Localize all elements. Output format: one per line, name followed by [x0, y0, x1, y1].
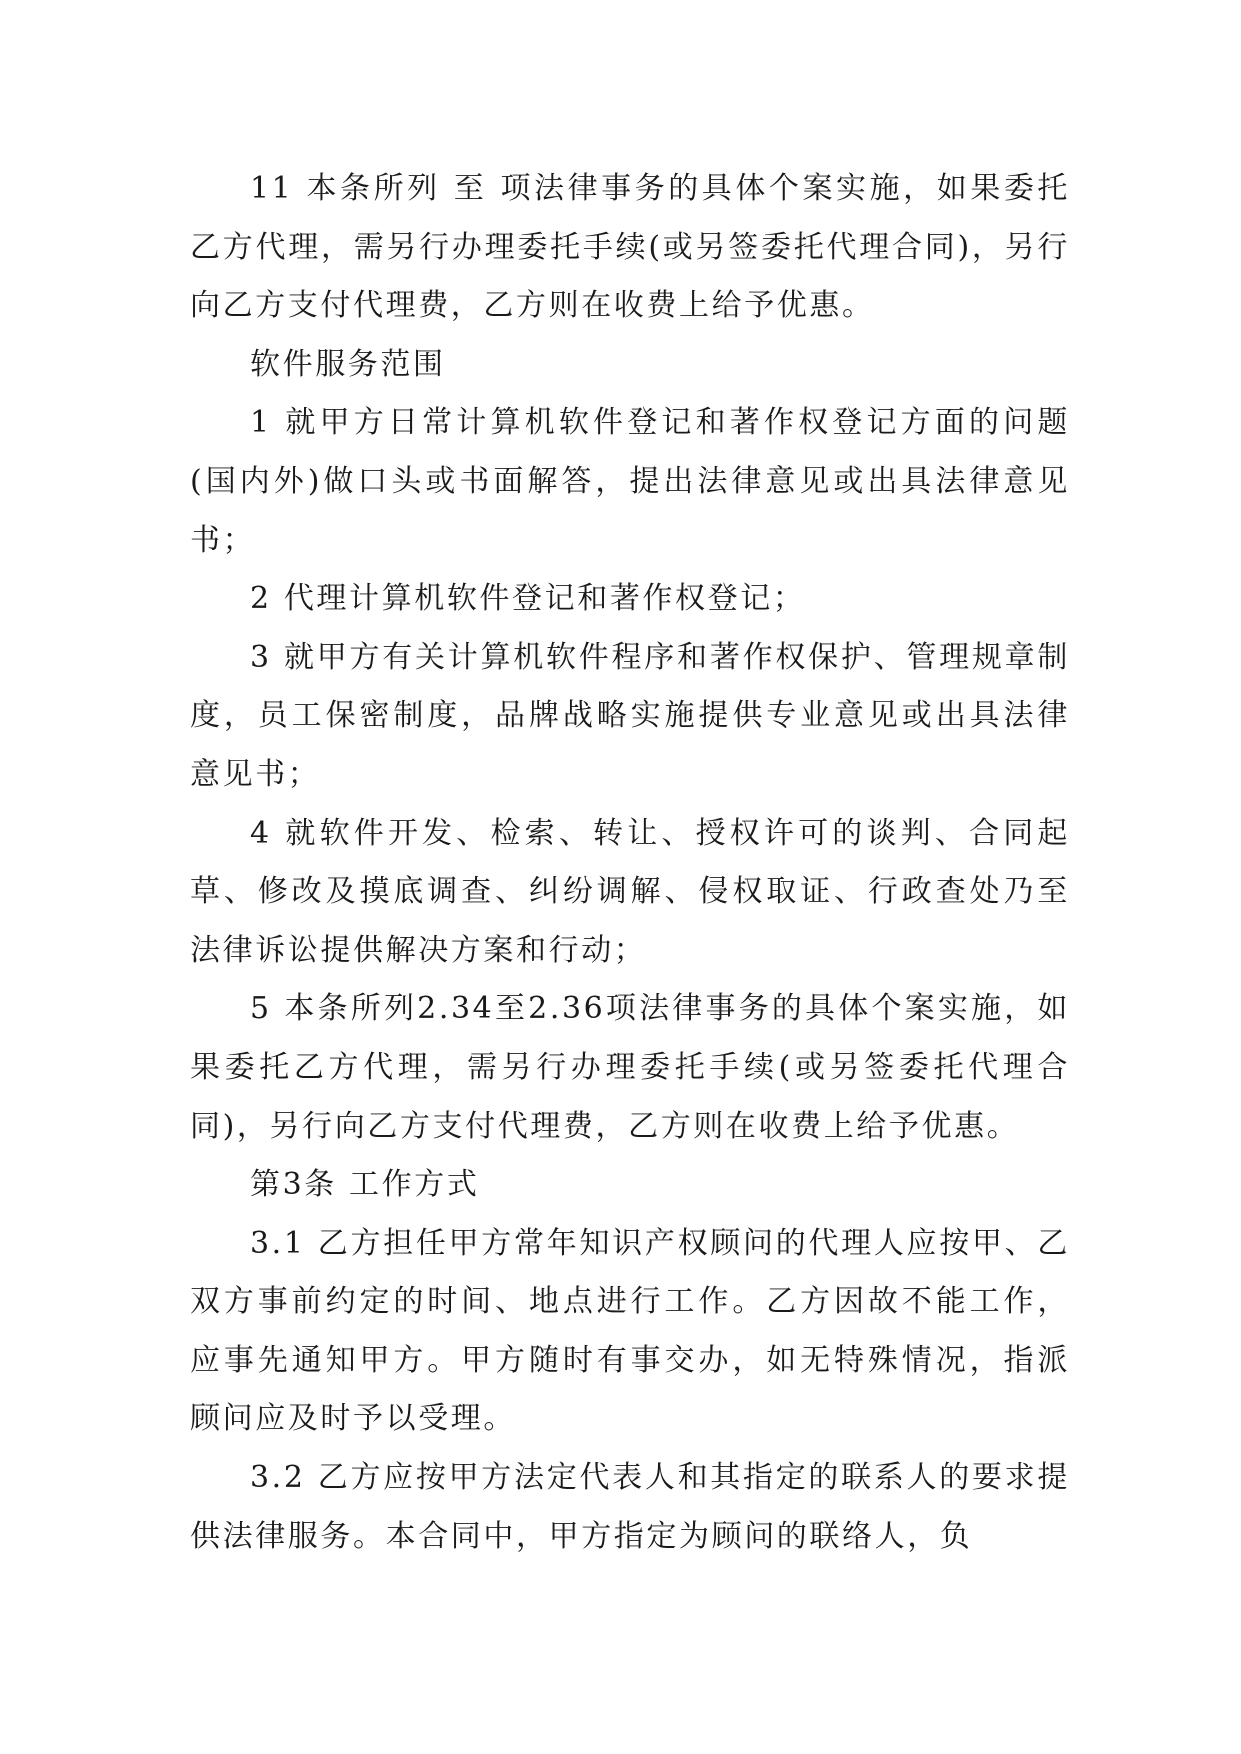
paragraph-clause-3-1: 3.1 乙方担任甲方常年知识产权顾问的代理人应按甲、乙双方事前约定的时间、地点进行工作。乙方因故不能工作，应事先通知甲方。甲方随时有事交办，如无特殊情况，指派顾问应及时予以受理。: [190, 1225, 1070, 1437]
paragraph-item-5: 5 本条所列2.34至2.36项法律事务的具体个案实施，如果委托乙方代理，需另行办理委托手续(或另签委托代理合同)，另行向乙方支付代理费，乙方则在收费上给予优惠。: [190, 991, 1070, 1144]
section-heading-article-3: 第3条 工作方式: [250, 1167, 480, 1203]
section-heading-software-services: 软件服务范围: [250, 346, 446, 382]
paragraph-clause-11: 11 本条所列 至 项法律事务的具体个案实施，如果委托乙方代理，需另行办理委托手续(或另签委托代理合同)，另行向乙方支付代理费，乙方则在收费上给予优惠。: [190, 171, 1070, 324]
paragraph-item-3: 3 就甲方有关计算机软件程序和著作权保护、管理规章制度，员工保密制度，品牌战略实施提供专业意见或出具法律意见书；: [190, 639, 1070, 792]
paragraph-item-1: 1 就甲方日常计算机软件登记和著作权登记方面的问题(国内外)做口头或书面解答，提出法律意见或出具法律意见书；: [190, 405, 1070, 558]
document-body: [190, 160, 1070, 1566]
paragraph-clause-3-2: 3.2 乙方应按甲方法定代表人和其指定的联系人的要求提供法律服务。本合同中，甲方指定为顾问的联络人，负: [190, 1460, 1070, 1554]
paragraph-item-2: 2 代理计算机软件登记和著作权登记；: [250, 581, 806, 617]
paragraph-item-4: 4 就软件开发、检索、转让、授权许可的谈判、合同起草、修改及摸底调查、纠纷调解、侵权取证、行政查处乃至法律诉讼提供解决方案和行动；: [190, 815, 1070, 968]
